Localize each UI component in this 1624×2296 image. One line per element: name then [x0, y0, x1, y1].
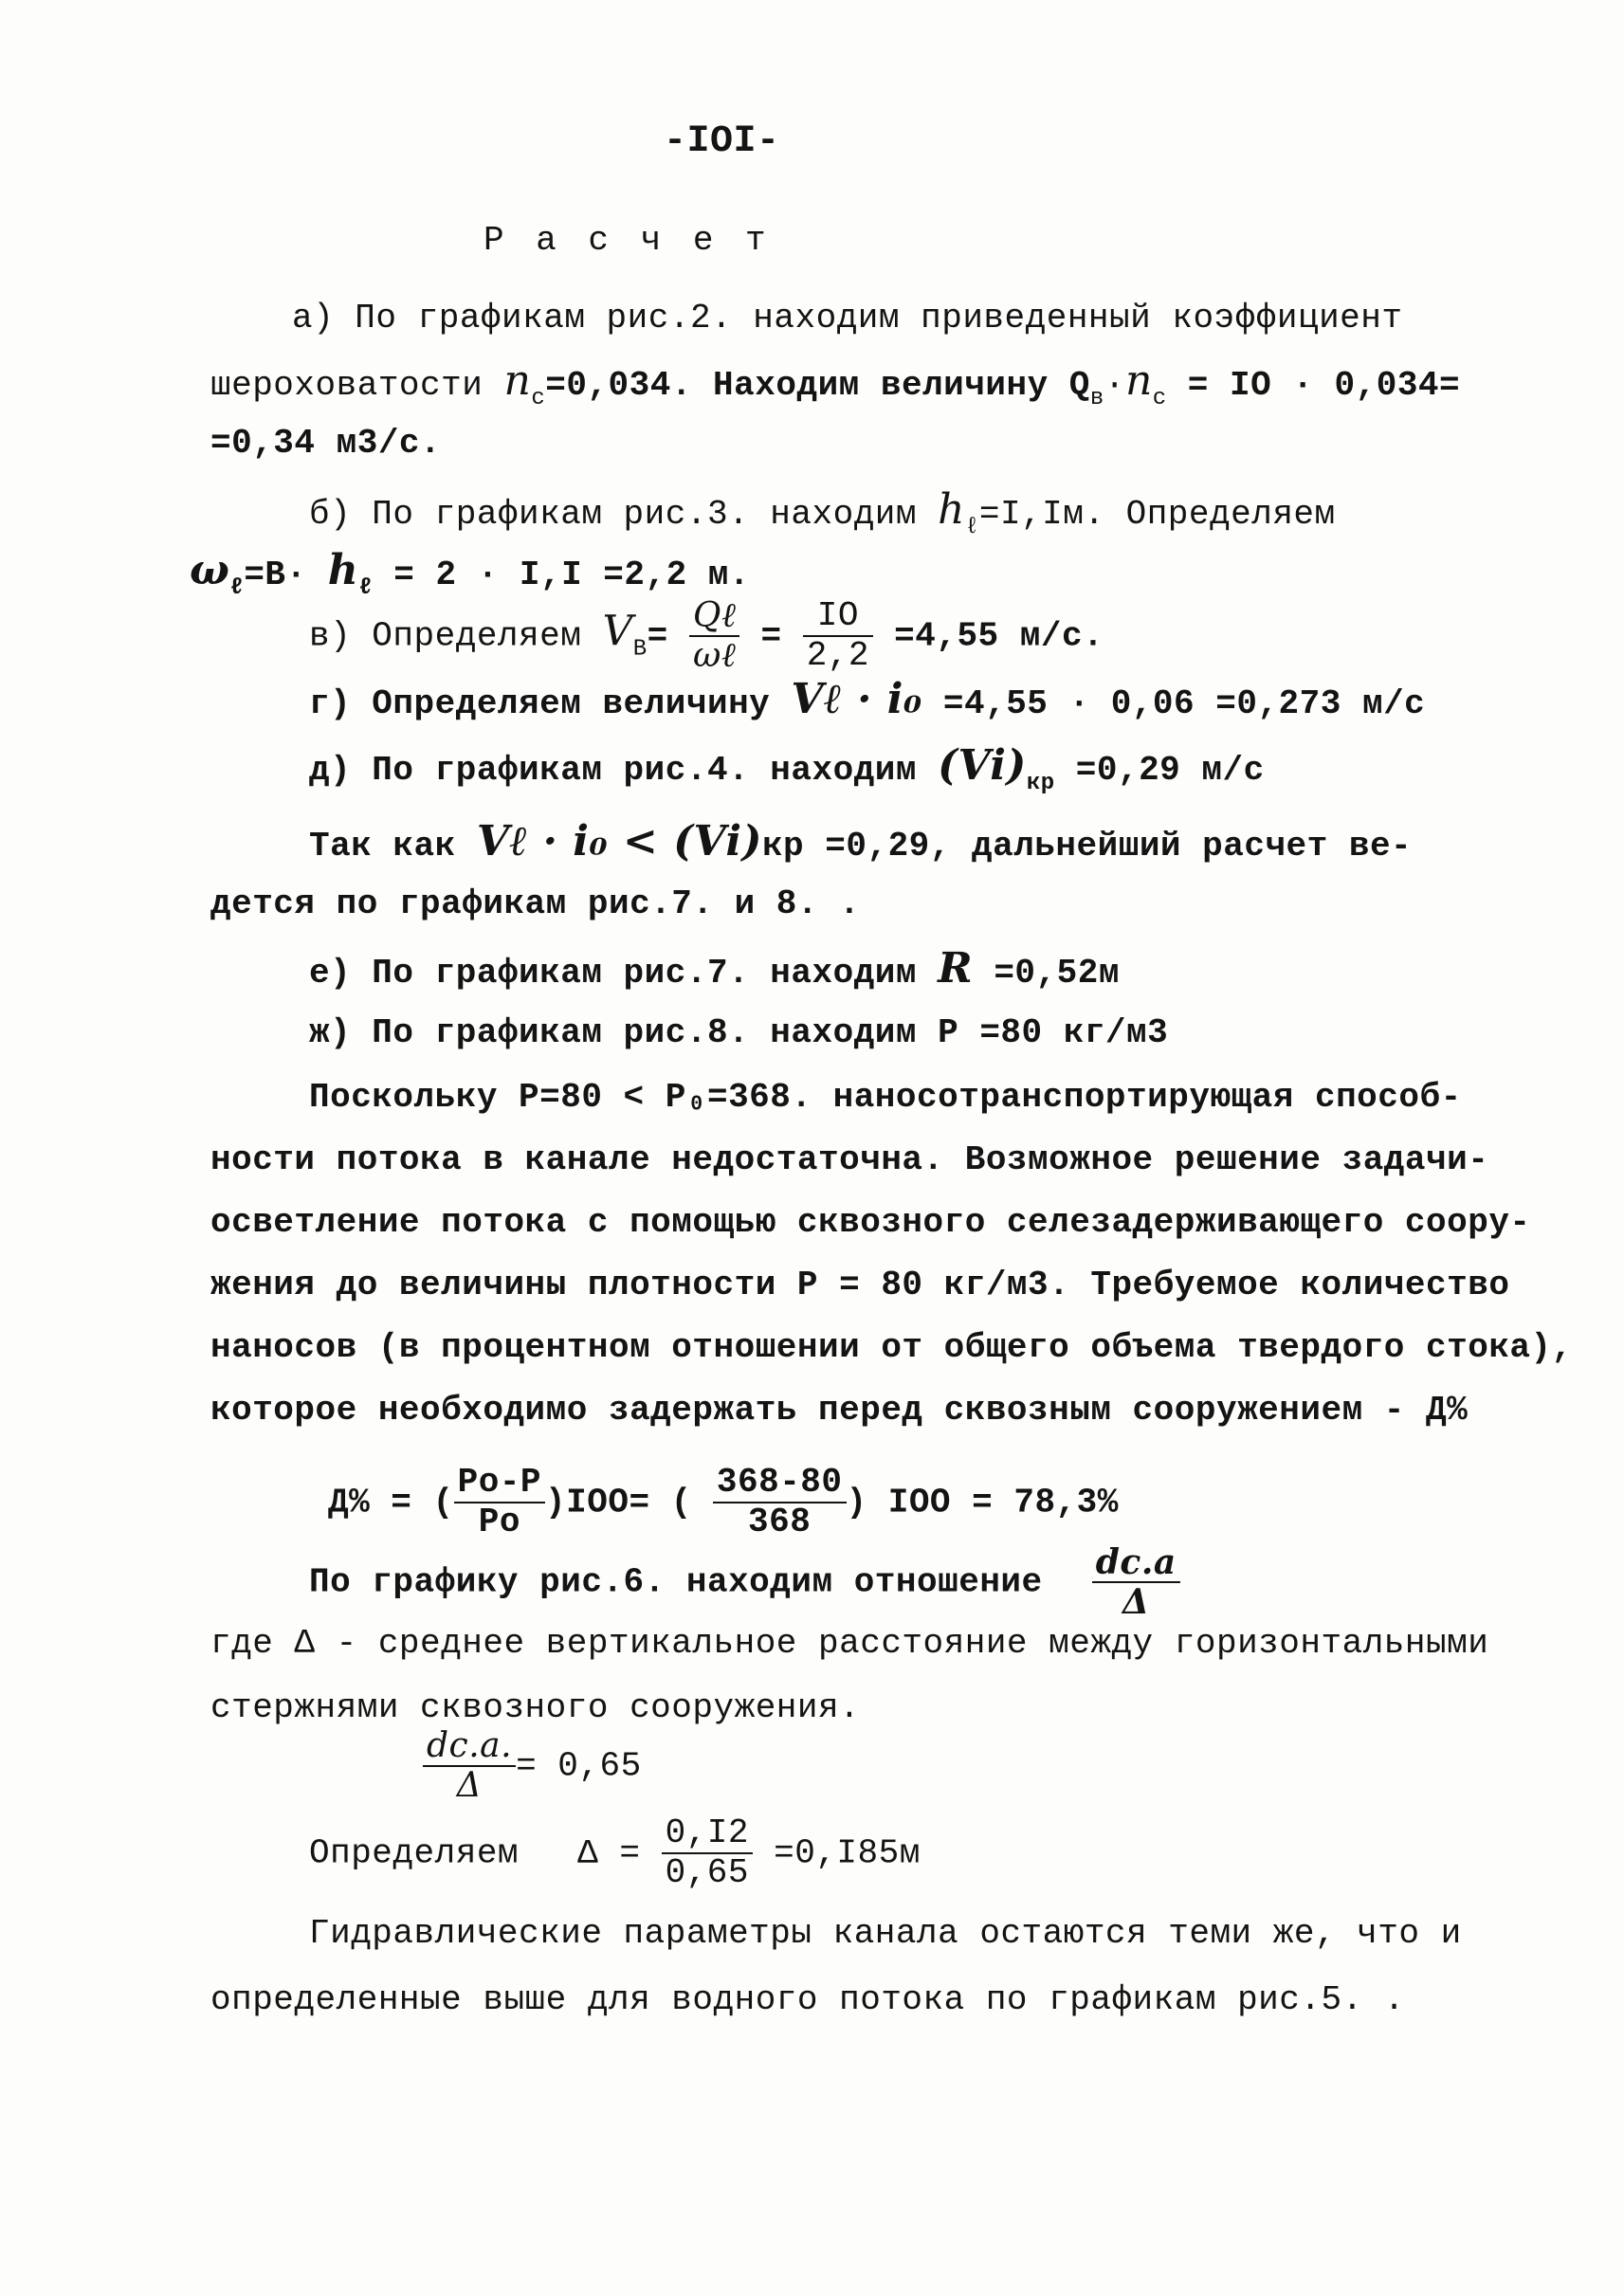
delta-line: [309, 1814, 921, 1892]
delta-text: Определяем: [309, 1833, 520, 1873]
critical-expr: (Vi): [938, 741, 1027, 790]
item-b-line-1: [309, 485, 1336, 549]
fraction-10-22: [803, 597, 873, 675]
graph6-line: [309, 1543, 1180, 1621]
velocity-sub: B: [632, 636, 648, 663]
item-b-mid: =B·: [244, 556, 307, 594]
percent-formula: [328, 1464, 1119, 1541]
fraction-q-omega: [689, 597, 740, 675]
fraction-den: 2,2: [806, 636, 870, 675]
page-number: -IOI-: [664, 120, 780, 163]
para1-line-6: которое необходимо задержать перед сквозным сооружением - Д%: [210, 1391, 1469, 1430]
item-a-mid: =0,034. Находим величину Q: [545, 366, 1090, 405]
fraction-den: Δ: [1122, 1582, 1150, 1622]
r-symbol: R: [938, 944, 974, 993]
formula-end: ) IOO = 78,3%: [846, 1483, 1119, 1522]
formula-mid: )IOO= (: [545, 1483, 692, 1522]
delta-end: =0,I85м: [774, 1833, 921, 1873]
fraction-po-p: [454, 1464, 545, 1541]
item-g-line: [309, 675, 1426, 725]
para2-line-1: где Δ - среднее вертикальное расстояние между горизонтальными: [210, 1624, 1489, 1663]
depth-sub-2: ℓ: [358, 575, 374, 601]
eq-1: =: [647, 616, 668, 656]
fraction-den: 368: [748, 1503, 812, 1541]
fraction-den: ωℓ: [692, 636, 737, 675]
roughness-sub-2: c: [1152, 386, 1167, 411]
item-v-end: =4,55 м/с.: [894, 616, 1104, 656]
roughness-sub: c: [531, 386, 546, 411]
item-b-text: б) По графикам рис.3. находим: [309, 495, 918, 534]
fraction-num: dс.а: [1092, 1543, 1180, 1583]
fraction-368: [713, 1464, 847, 1541]
item-d-line: [309, 741, 1265, 805]
para1-line-2: ности потока в канале недостаточна. Возможное решение задачи-: [210, 1140, 1489, 1179]
para3-line-1: Гидравлические параметры канала остаются теми же, что и: [309, 1914, 1462, 1953]
fraction-num: Ро-Р: [454, 1464, 545, 1503]
delta-eq: =: [619, 1833, 641, 1873]
fraction-delta: [662, 1814, 753, 1892]
item-e-end: =0,52м: [994, 954, 1120, 993]
item-zh-line: ж) По графикам рис.8. находим Р =80 кг/м3: [309, 1013, 1169, 1052]
para2-line-2: стержнями сквозного сооружения.: [210, 1688, 861, 1727]
item-a-line-1: а) По графикам рис.2. находим приведенный коэффициент: [292, 299, 1403, 337]
critical-sub: кр: [1026, 771, 1055, 796]
depth-symbol-2: h: [327, 546, 359, 594]
since-line-2: дется по графикам рис.7. и 8. .: [210, 884, 861, 923]
item-g-end: =4,55 · 0,06 =0,273 м/с: [942, 684, 1426, 723]
item-a-line-2: [210, 356, 1461, 420]
item-v-text: в) Определяем: [309, 616, 582, 656]
q-sub: в: [1089, 386, 1104, 411]
comparison-expr: Vℓ · i₀ < (Vi): [476, 817, 762, 866]
para1-line-5: наносов (в процентном отношении от общего объема твердого стока),: [210, 1328, 1573, 1367]
velocity-symbol: V: [602, 607, 633, 656]
delta-symbol: Δ: [577, 1833, 599, 1873]
fraction-den: Ро: [478, 1503, 520, 1541]
fraction-den: 0,65: [665, 1853, 750, 1892]
area-symbol: ω: [190, 546, 230, 594]
since-text: Так как: [309, 827, 456, 866]
item-b-end: =I,Iм. Определяем: [978, 495, 1336, 534]
item-b-end-2: = 2 · I,I =2,2 м.: [393, 556, 751, 594]
area-sub: ℓ: [229, 575, 245, 601]
para1-line-3: осветление потока с помощью сквозного селезадерживающего соору-: [210, 1203, 1531, 1242]
fraction-ratio: [423, 1727, 516, 1805]
fraction-num: IO: [803, 597, 873, 637]
fraction-num: 368-80: [713, 1464, 847, 1503]
section-heading: Р а с ч е т: [484, 221, 772, 260]
fraction-dca-delta: [1092, 1543, 1180, 1621]
item-d-text: д) По графикам рис.4. находим: [309, 751, 918, 790]
depth-symbol: h: [938, 485, 965, 534]
formula-pre: Д% = (: [328, 1483, 454, 1522]
item-v-line: [309, 597, 1104, 675]
dot: ·: [1104, 366, 1125, 405]
depth-sub: ℓ: [964, 515, 979, 540]
since-line-1: [309, 817, 1413, 867]
item-g-text: г) Определяем величину: [309, 684, 771, 723]
item-e-line: [309, 944, 1120, 994]
para1-line-4: жения до величины плотности Р = 80 кг/м3. Требуемое количество: [210, 1266, 1510, 1304]
fraction-den: Δ: [456, 1766, 483, 1805]
roughness-symbol: n: [503, 356, 532, 405]
since-mid: кр =0,29, дальнейший расчет ве-: [761, 827, 1413, 866]
eq-2: =: [760, 616, 782, 656]
fraction-num: Qℓ: [689, 597, 740, 637]
para3-line-2: определенные выше для водного потока по графикам рис.5. .: [210, 1980, 1405, 2019]
para1-line-1: Поскольку Р=80 < Р₀=368. наносотранспортирующая способ-: [309, 1078, 1462, 1117]
item-a-end: = IO · 0,034=: [1187, 366, 1461, 405]
item-a-text: шероховатости: [210, 366, 484, 405]
item-e-text: е) По графикам рис.7. находим: [309, 954, 918, 993]
item-a-line-3: =0,34 м3/с.: [210, 424, 442, 463]
fraction-num: dс.а.: [423, 1727, 516, 1767]
ratio-line: [423, 1727, 642, 1805]
graph6-text: По графику рис.6. находим отношение: [309, 1562, 1043, 1602]
velocity-slope-expr: Vℓ · i₀: [791, 675, 922, 723]
fraction-num: 0,I2: [662, 1814, 753, 1854]
item-d-end: =0,29 м/с: [1075, 751, 1265, 790]
ratio-end: = 0,65: [516, 1746, 642, 1786]
roughness-symbol-2: n: [1124, 356, 1153, 405]
